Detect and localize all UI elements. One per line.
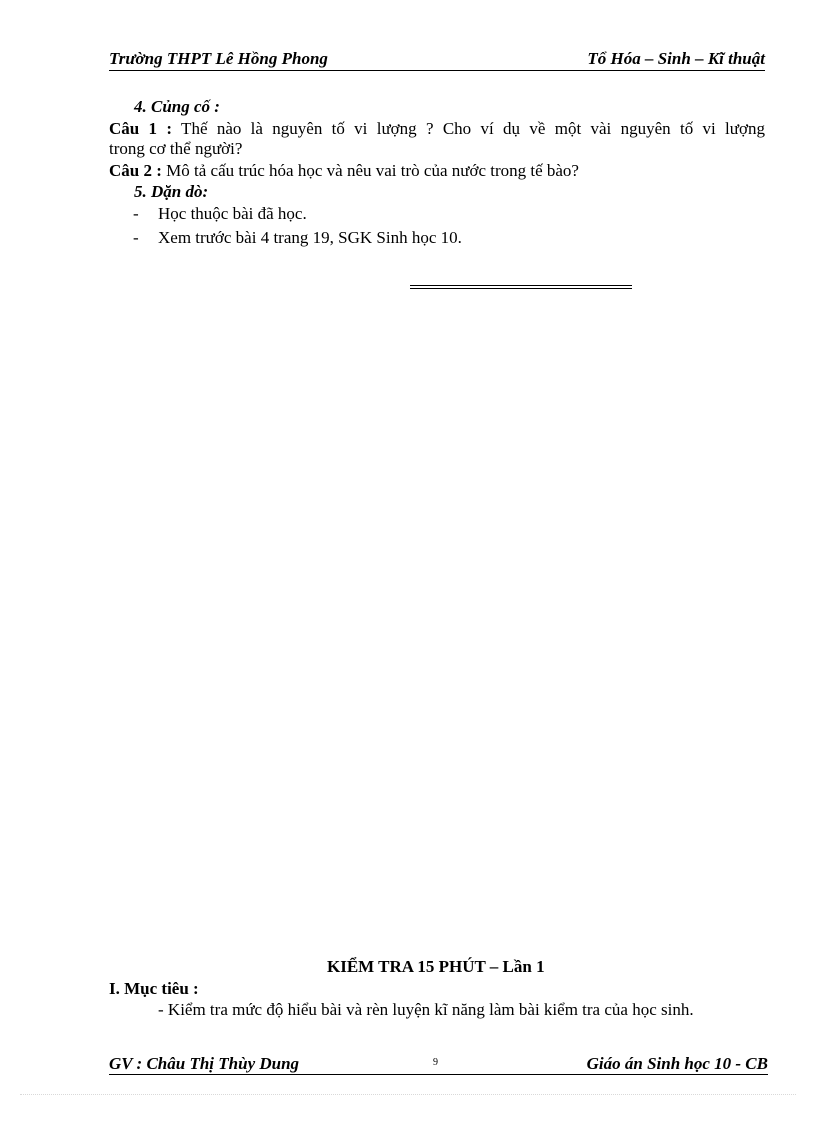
section-5-heading: 5. Dặn dò: — [134, 182, 209, 201]
list-bullet: - — [133, 204, 139, 223]
school-name: Trường THPT Lê Hồng Phong — [109, 49, 328, 68]
list-item: Học thuộc bài đã học. — [158, 204, 307, 223]
objective-text: - Kiểm tra mức độ hiểu bài và rèn luyện kĩ năng làm bài kiểm tra của học sinh. — [158, 1000, 694, 1019]
page-bottom-dotted-line — [20, 1094, 796, 1095]
lesson-plan-title: Giáo án Sinh học 10 - CB — [586, 1054, 768, 1073]
department-name: Tổ Hóa – Sinh – Kĩ thuật — [587, 49, 765, 68]
objective-heading: I. Mục tiêu : — [109, 979, 199, 998]
question-2-label: Câu 2 : — [109, 161, 162, 180]
question-1 — [109, 118, 765, 139]
question-2 — [109, 161, 579, 181]
page-footer — [109, 1054, 768, 1075]
list-item: Xem trước bài 4 trang 19, SGK Sinh học 10. — [158, 228, 462, 247]
page-header — [109, 48, 765, 71]
question-2-text: Mô tả cấu trúc hóa học và nêu vai trò của nước trong tế bào? — [161, 161, 579, 180]
teacher-name: GV : Châu Thị Thùy Dung — [109, 1054, 300, 1073]
section-4-heading: 4. Củng cố : — [134, 97, 220, 116]
question-1-label: Câu 1 : — [109, 119, 173, 138]
double-rule-divider — [410, 285, 632, 289]
list-bullet: - — [133, 228, 139, 247]
question-1-text: Thế nào là nguyên tố vi lượng ? Cho ví dụ về một vài nguyên tố vi lượng — [172, 119, 765, 138]
question-1-continuation: trong cơ thể người? — [109, 139, 243, 158]
test-title: KIỂM TRA 15 PHÚT – Lần 1 — [327, 957, 545, 976]
page-number: 9 — [433, 1057, 438, 1068]
